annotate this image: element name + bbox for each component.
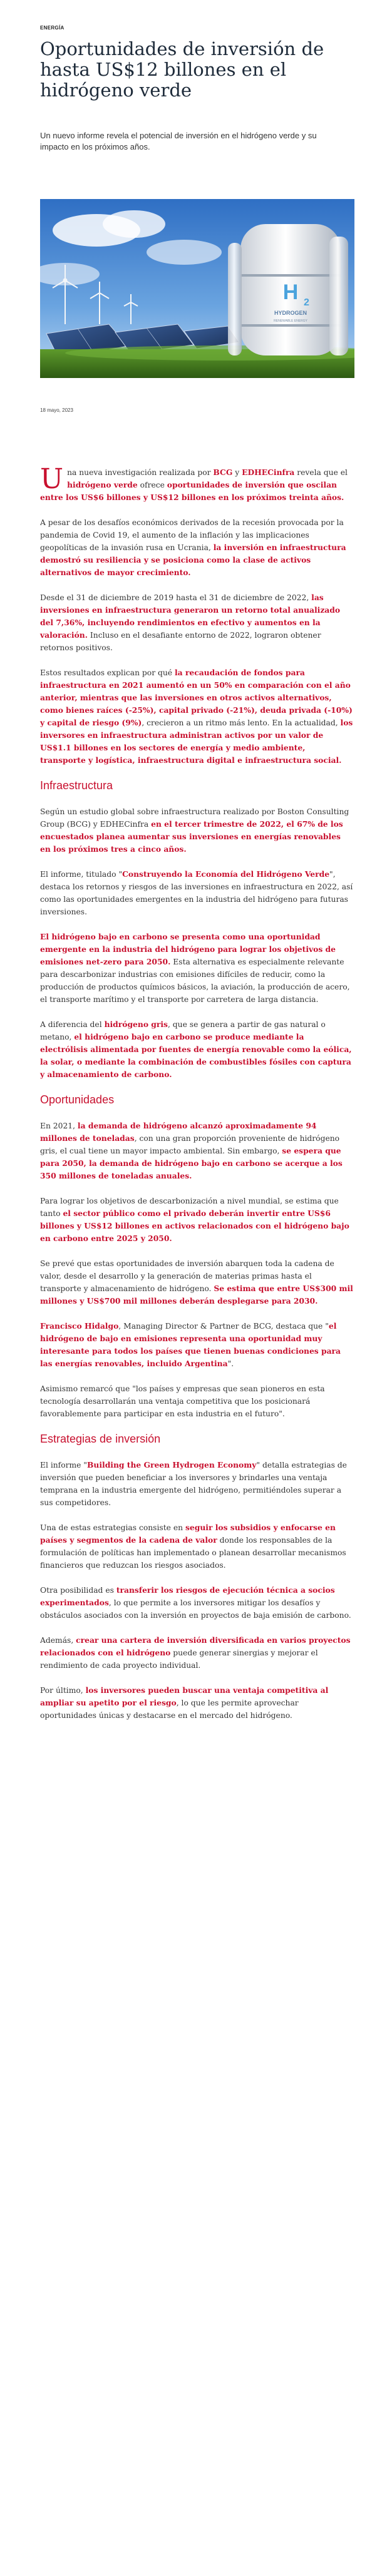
highlight: El hidrógeno bajo en carbono se presenta como una oportunidad emergente en la industria del hidrógeno para lograr los objetivos de emisiones net-zero para 2050.: [40, 932, 336, 966]
article-body: [40, 463, 353, 1734]
paragraph: [40, 591, 353, 654]
text: Para lograr los objetivos de descarbonización a nivel mundial, se estima que tanto: [40, 1197, 339, 1218]
text: , lo que permite a los inversores mitigar los desafíos y obstáculos asociados con la inversión en proyectos de baja emisión de carbono.: [40, 1598, 351, 1620]
highlight: hidrógeno gris: [104, 1020, 168, 1029]
text: El informe, titulado ": [40, 870, 123, 879]
highlight: la inversión en infraestructura demostró su resiliencia y se posiciona como la clase de activos alternativos de mayor crecimiento.: [40, 543, 346, 577]
paragraph: [40, 1459, 353, 1509]
report-title-highlight: Building the Green Hydrogen Economy: [87, 1460, 257, 1469]
article-title: Oportunidades de inversión de hasta US$12 billones en el hidrógeno verde: [40, 38, 324, 101]
paragraph: [40, 1634, 353, 1672]
category-tag[interactable]: ENERGÍA: [40, 25, 65, 31]
text: Una de estas estrategias consiste en: [40, 1523, 185, 1532]
paragraph: [40, 516, 353, 579]
tank-symbol: H: [282, 280, 299, 304]
text: donde los responsables de la formulación de políticas han implementado o planean desarrollar mecanismos financieros que reduzcan los riesgos asociados.: [40, 1536, 346, 1570]
text: El informe ": [40, 1461, 88, 1469]
publish-date: 18 mayo, 2023: [40, 407, 73, 413]
article-subtitle: Un nuevo informe revela el potencial de inversión en el hidrógeno verde y su impacto en los próximos años.: [40, 131, 317, 151]
paragraph: [40, 1320, 353, 1370]
paragraph: [40, 1584, 353, 1622]
paragraph: [40, 931, 353, 1006]
highlight: Se estima que entre US$300 mil millones y US$700 mil millones deberán desplegarse para 2030.: [40, 1284, 353, 1306]
tank-sublabel: RENEWABLE ENERGY: [274, 319, 307, 323]
text: Esta alternativa es especialmente relevante para descarbonizar industrias con emisiones difíciles de reducir, como la producción de productos químicos básicos, la aviación, la producción de acero, el transporte marítimo y el transporte por carretera de larga distancia.: [40, 958, 350, 1004]
highlight: se espera que para 2050, la demanda de hidrógeno bajo en carbono se acerque a los 350 millones de toneladas anuales.: [40, 1146, 343, 1180]
paragraph: [40, 1684, 353, 1722]
text: puede generar sinergias y mejorar el rendimiento de cada proyecto individual.: [40, 1648, 318, 1670]
text: , crecieron a un ritmo más lento. En la actualidad,: [142, 718, 341, 727]
text: " detalla estrategias de inversión que pueden beneficiar a los inversores y brindarles una ventaja temprana en la industria emergente del hidrógeno, permitiéndoles superar a sus competidores.: [40, 1461, 347, 1507]
hero-image: [40, 199, 354, 378]
highlight: crear una cartera de inversión diversificada en varios proyectos relacionados con el hidrógeno: [40, 1635, 351, 1657]
quote-highlight: el hidrógeno de bajo en emisiones representa una oportunidad muy interesante para todos los países que tienen buenas condiciones para las energías renovables, incluido Argentina: [40, 1321, 341, 1368]
tank-symbol-sub: 2: [304, 297, 309, 308]
paragraph: [40, 805, 353, 856]
section-heading-oportunidades: Oportunidades: [40, 1093, 115, 1106]
paragraph: [40, 1195, 353, 1245]
highlight: los inversores pueden buscar una ventaja competitiva al ampliar su apetito por el riesgo: [40, 1685, 329, 1707]
text: Por último,: [40, 1686, 86, 1695]
text: Otra posibilidad es: [40, 1586, 116, 1595]
hydrogen-tank-illustration: [40, 199, 354, 378]
text: Además,: [40, 1636, 76, 1645]
text: ", destaca los retornos y riesgos de las inversiones en infraestructura en 2022, así como las oportunidades emergentes en la industria del hidrógeno para futuras inversiones.: [40, 870, 353, 916]
section-heading-infraestructura: Infraestructura: [40, 779, 113, 792]
paragraph: [40, 868, 353, 918]
highlight: las inversiones en infraestructura generaron un retorno total anualizado del 7,36%, incluyendo rendimientos en efectivo y aumentos en la valoración.: [40, 593, 341, 640]
text: Según un estudio global sobre infraestructura realizado por Boston Consulting Group (BCG) y EDHECinfra: [40, 807, 349, 829]
paragraph: [40, 1120, 353, 1182]
report-title-highlight: Construyendo la Economía del Hidrógeno Verde: [122, 869, 330, 879]
text: A diferencia del: [40, 1020, 105, 1029]
paragraph-intro: [40, 463, 353, 504]
highlight: BCG: [213, 468, 233, 477]
paragraph: Asimismo remarcó que "los países y empresas que sean pioneros en esta tecnología desarrollarán una ventaja competitiva que los posicionará favorablemente para participar en esta industria en el futuro".: [40, 1384, 325, 1418]
highlight: el hidrógeno bajo en carbono se produce mediante la electrólisis alimentada por fuentes de energía renovable como la eólica, la solar, o mediante la combinación de combustibles fósiles con captura y almacenamiento de carbono.: [40, 1032, 352, 1079]
highlight: transferir los riesgos de ejecución técnica a socios experimentados: [40, 1585, 335, 1607]
text: En 2021,: [40, 1122, 78, 1130]
paragraph: [40, 1018, 353, 1081]
highlight: el sector público como el privado deberán invertir entre US$6 billones y US$12 billones en activos relacionados con el hidrógeno bajo en carbono entre 2025 y 2050.: [40, 1209, 349, 1243]
text: , lo que les permite aprovechar oportunidades únicas y destacarse en el mercado del hidrógeno.: [40, 1699, 299, 1720]
highlight: la recaudación de fondos para infraestructura en 2021 aumentó en un 50% en comparación con el año anterior, mientras que las inversiones en otros activos alternativos, como bienes raíces (-25%), capital privado (-21%), deuda privada (-10%) y capital de riesgo (9%): [40, 668, 353, 727]
highlight: EDHECinfra: [242, 468, 295, 477]
highlight: los inversores en infraestructura administran activos por un valor de US$1.1 billones en los sectores de energía y medio ambiente, transporte y logística, infraestructura digital e infraestructura social.: [40, 718, 353, 765]
highlight: la demanda de hidrógeno alcanzó aproximadamente 94 millones de toneladas: [40, 1121, 317, 1143]
text: y: [232, 468, 242, 477]
text: na nueva investigación realizada por: [67, 468, 214, 477]
text: Incluso en el desafiante entorno de 2022, lograron obtener retornos positivos.: [40, 631, 321, 652]
text: , con una gran proporción proveniente de hidrógeno gris, el cual tiene un mayor impacto ambiental. Sin embargo,: [40, 1134, 340, 1155]
paragraph: [40, 1257, 353, 1307]
section-heading-estrategias: Estrategias de inversión: [40, 1433, 161, 1445]
text: Desde el 31 de diciembre de 2019 hasta el 31 de diciembre de 2022,: [40, 593, 312, 602]
text: ".: [227, 1359, 234, 1368]
text: A pesar de los desafíos económicos derivados de la recesión provocada por la pandemia de Covid 19, el aumento de la inflación y las implicaciones geopolíticas de la invasión rusa en Ucrania,: [40, 518, 344, 552]
text: revela que el: [294, 468, 348, 477]
text: ofrece: [137, 481, 167, 489]
text: Se prevé que estas oportunidades de inversión abarquen toda la cadena de valor, desde el desarrollo y la generación de materias primas hasta el transporte y almacenamiento de hidrógeno.: [40, 1259, 334, 1293]
highlight: en el tercer trimestre de 2022, el 67% de los encuestados planea aumentar sus inversiones en energías renovables en los próximos tres a cinco años.: [40, 819, 343, 854]
tank-label: HYDROGEN: [274, 310, 307, 316]
highlight: seguir los subsidios y enfocarse en países y segmentos de la cadena de valor: [40, 1523, 336, 1545]
paragraph: [40, 1521, 353, 1572]
highlight: hidrógeno verde: [67, 480, 138, 489]
person-name-highlight: Francisco Hidalgo: [40, 1321, 119, 1331]
dropcap: U: [40, 463, 64, 495]
paragraph: [40, 667, 353, 767]
highlight: oportunidades de inversión que oscilan entre los US$6 billones y US$12 billones en los próximos treinta años.: [40, 480, 344, 502]
text: , que se genera a partir de gas natural o metano,: [40, 1020, 326, 1041]
text: Estos resultados explican por qué: [40, 668, 175, 677]
text: , Managing Director & Partner de BCG, destaca que ": [118, 1322, 329, 1331]
